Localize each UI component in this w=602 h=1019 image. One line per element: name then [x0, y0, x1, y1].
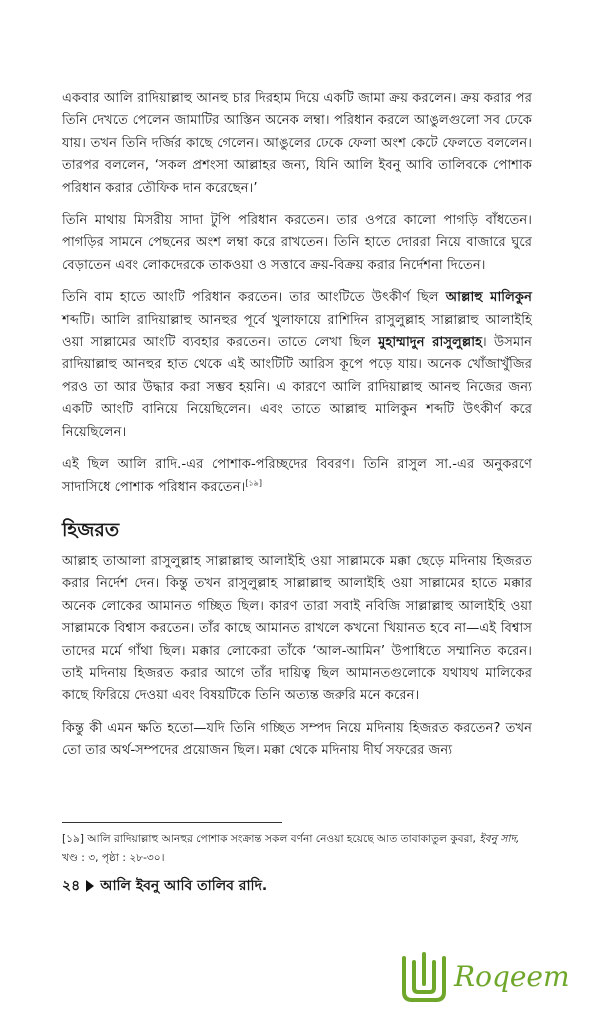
- page-body: [62, 88, 532, 773]
- paragraph-2: তিনি মাথায় মিসরীয় সাদা টুপি পরিধান করতেন। তার ওপরে কালো পাগড়ি বাঁধতেন। পাগড়ির সামনে পেছনের অংশ লম্বা করে রাখতেন। তিনি হাতে দোররা নিয়ে বাজারে ঘুরে বেড়াতেন এবং লোকদেরকে তাকওয়া ও সত্তাবে ক্রয়-বিক্রয় করার নির্দেশনা দিতেন।: [62, 213, 532, 273]
- bold-phrase-muhammadun-rasulullah: মুহাম্মাদুন রাসুলুল্লাহ: [378, 335, 482, 351]
- footnote-text-a: [১৯] আলি রাদিয়াল্লাহু আনহুর পোশাক সংক্রান্ত সকল বর্ণনা নেওয়া হয়েছে আত তাবাকাতুল কুবরা,: [62, 833, 480, 845]
- logo-mark-icon: [404, 954, 444, 1000]
- footnote-text-b: খণ্ড : ৩, পৃষ্ঠা : ২৮-৩০।: [62, 852, 165, 864]
- book-title: আলি ইবনু আবি তালিব রাদি.: [100, 878, 268, 894]
- paragraph-6: কিন্তু কী এমন ক্ষতি হতো—যদি তিনি গচ্ছিত সম্পদ নিয়ে মদিনায় হিজরত করতেন? তখন তো তার অর্থ-সম্পদের প্রয়োজন ছিল। মক্কা থেকে মদিনায় দীর্ঘ সফরের জন্য: [62, 720, 532, 759]
- paragraph-4-text: এই ছিল আলি রাদি.-এর পোশাক-পরিচ্ছদের বিবরণ। তিনি রাসুল সা.-এর অনুকরণে সাদাসিধে পোশাক পরিধান করতেন।: [62, 457, 532, 495]
- arrow-right-icon: [86, 880, 94, 892]
- paragraph-3-text-c: । উসমান রাদিয়াল্লাহু আনহুর হাত থেকে এই আংটিটি আরিস কূপে পড়ে যায়। অনেক খোঁজাখুঁজির পরও তা আর উদ্ধার করা সম্ভব হয়নি। এ কারণে আলি রাদিয়াল্লাহু আনহু নিজের জন্য একটি আংটি বানিয়ে নিয়েছিলেন। এবং তাতে আল্লাহু মালিকুন শব্দটি উৎকীর্ণ করে নিয়েছিলেন।: [62, 335, 532, 440]
- footnote-author: ইবনু সাদ,: [479, 833, 520, 845]
- paragraph-3: [62, 287, 532, 444]
- page-number: ২৪: [62, 878, 81, 894]
- paragraph-4: [62, 454, 532, 499]
- footnote-ref[interactable]: [১৯]: [245, 478, 262, 488]
- section-heading: হিজরত: [62, 518, 120, 541]
- paragraph-1: একবার আলি রাদিয়াল্লাহু আনহু চার দিরহাম দিয়ে একটি জামা ক্রয় করলেন। ক্রয় করার পর তিনি দেখতে পেলেন জামাটির আস্তিন অনেক লম্বা। পরিধান করলে আঙুলগুলো সব ঢেকে যায়। তখন তিনি দর্জির কাছে গেলেন। আঙুলের ঢেকে ফেলা অংশ কেটে ফেলতে বললেন। তারপর বললেন, ‘সকল প্রশংসা আল্লাহর জন্য, যিনি আলি ইবনু আবি তালিবকে পোশাক পরিধান করার তৌফিক দান করেছেন।’: [62, 91, 532, 196]
- footnote-divider: [62, 822, 282, 823]
- logo-brand-text: Roqeem: [454, 960, 570, 993]
- bold-phrase-allahu-malikun: আল্লাহু মালিকুন: [445, 290, 532, 306]
- roqeem-watermark-logo: [396, 948, 586, 1006]
- paragraph-5: আল্লাহ তাআলা রাসুলুল্লাহ সাল্লাল্লাহু আলাইহি ওয়া সাল্লামকে মক্কা ছেড়ে মদিনায় হিজরত করার নির্দেশ দেন। কিন্তু তখন রাসুলুল্লাহ সাল্লাল্লাহু আলাইহি ওয়া সাল্লামের হাতে মক্কার অনেক লোকের আমানত গচ্ছিত ছিল। কারণ তারা সবাই নবিজি সাল্লাল্লাহু আলাইহি ওয়া সাল্লামকে বিশ্বাস করতেন। তাঁর কাছে আমানত রাখলে কখনো খিয়ানত হবে না—এই বিশ্বাস তাদের মর্মে গাঁথা ছিল। মক্কার লোকেরা তাঁকে ‘আল-আমিন’ উপাধিতে সম্মানিত করেন। তাই মদিনায় হিজরত করার আগে তাঁর দায়িত্ব ছিল আমানতগুলোকে যথাযথ মালিকের কাছে ফিরিয়ে দেওয়া এবং বিষয়টিকে তিনি অত্যন্ত জরুরি মনে করেন।: [62, 553, 532, 704]
- paragraph-3-text-a: তিনি বাম হাতে আংটি পরিধান করতেন। তার আংটিতে উৎকীর্ণ ছিল: [62, 290, 446, 306]
- page-footer: [62, 876, 532, 896]
- paragraph-3-text-b: শব্দটি। আলি রাদিয়াল্লাহু আনহুর পূর্বে খুলাফায়ে রাশিদিন রাসুলুল্লাহ সাল্লাল্লাহু আলাইহি ওয়া সাল্লামের আংটি ব্যবহার করতেন। তাতে লেখা ছিল: [62, 312, 532, 351]
- footnote: [62, 830, 532, 868]
